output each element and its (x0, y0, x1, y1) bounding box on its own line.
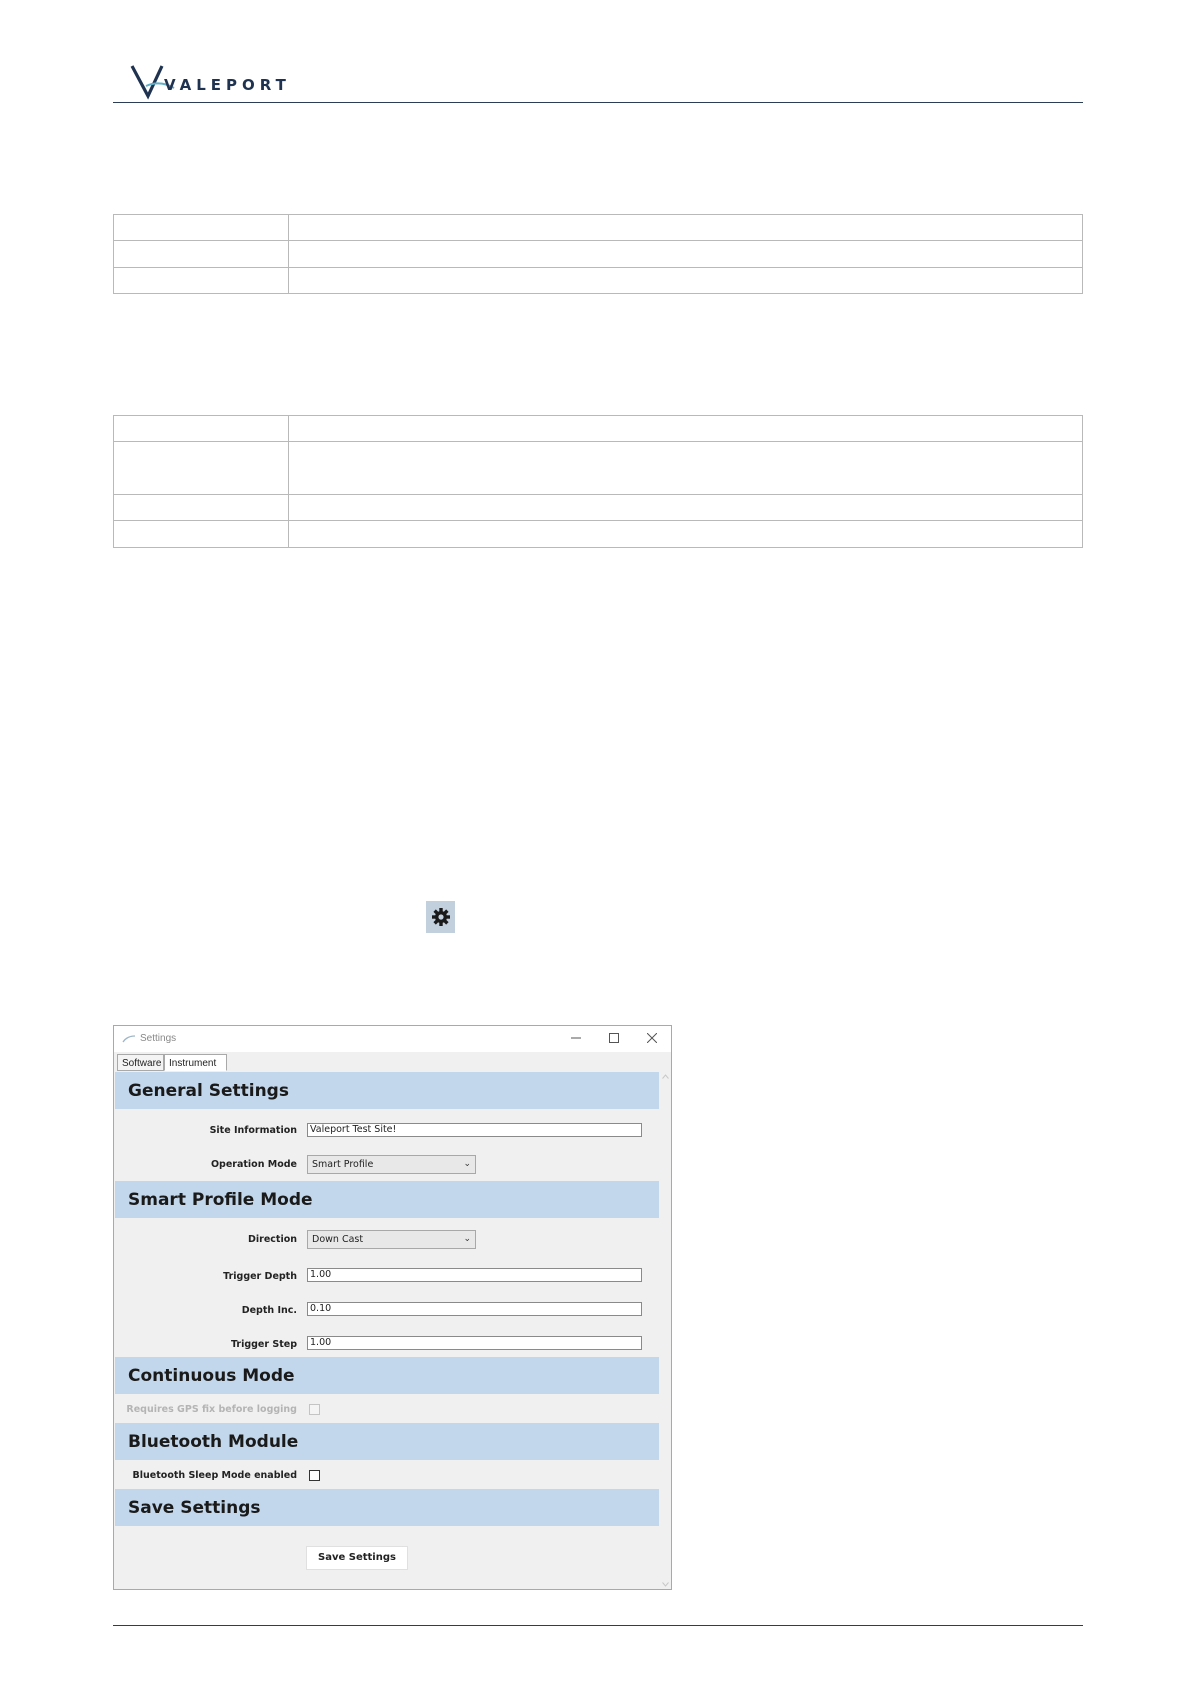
save-settings-button[interactable]: Save Settings (306, 1546, 408, 1570)
section-title: Bluetooth Module (128, 1432, 299, 1452)
site-information-input[interactable]: Valeport Test Site! (307, 1123, 642, 1137)
gps-fix-checkbox[interactable] (309, 1404, 320, 1415)
logo-text: VALEPORT (164, 76, 288, 94)
settings-window (113, 1025, 672, 1590)
table-2 (113, 415, 1083, 548)
operation-mode-select[interactable] (307, 1155, 476, 1174)
minimize-icon[interactable] (566, 1030, 586, 1046)
trigger-step-input[interactable]: 1.00 (307, 1336, 642, 1350)
section-save-settings (115, 1489, 659, 1526)
close-icon[interactable] (642, 1030, 662, 1046)
depth-inc-label: Depth Inc. (241, 1305, 297, 1316)
chevron-down-icon: ⌄ (463, 1234, 471, 1244)
direction-value: Down Cast (312, 1234, 364, 1245)
section-title: General Settings (128, 1081, 289, 1101)
tab-instrument[interactable]: Instrument (164, 1054, 227, 1071)
section-bluetooth-module (115, 1423, 659, 1460)
title-bar (114, 1026, 671, 1052)
gps-fix-label: Requires GPS fix before logging (126, 1404, 297, 1415)
table-1 (113, 214, 1083, 294)
trigger-depth-input[interactable]: 1.00 (307, 1268, 642, 1282)
trigger-depth-label: Trigger Depth (223, 1271, 297, 1282)
section-smart-profile (115, 1181, 659, 1218)
bluetooth-sleep-checkbox[interactable] (309, 1470, 320, 1481)
bluetooth-sleep-label: Bluetooth Sleep Mode enabled (132, 1470, 297, 1481)
gear-icon (426, 901, 455, 933)
section-general-settings (115, 1072, 659, 1109)
operation-mode-value: Smart Profile (312, 1159, 374, 1170)
chevron-down-icon: ⌄ (463, 1159, 471, 1169)
footer-rule (113, 1625, 1083, 1626)
header-rule (113, 102, 1083, 103)
operation-mode-label: Operation Mode (210, 1159, 297, 1170)
section-continuous-mode (115, 1357, 659, 1394)
depth-inc-input[interactable]: 0.10 (307, 1302, 642, 1316)
app-icon (122, 1034, 136, 1044)
tab-software[interactable]: Software (117, 1054, 164, 1071)
section-title: Save Settings (128, 1498, 261, 1518)
site-information-label: Site Information (209, 1125, 297, 1136)
valeport-logo (128, 60, 288, 104)
window-title: Settings (140, 1033, 177, 1044)
section-title: Continuous Mode (128, 1366, 295, 1386)
trigger-step-label: Trigger Step (230, 1339, 297, 1350)
direction-select[interactable] (307, 1230, 476, 1249)
section-title: Smart Profile Mode (128, 1190, 313, 1210)
direction-label: Direction (248, 1234, 297, 1245)
scrollbar[interactable] (661, 1072, 670, 1589)
maximize-icon[interactable] (604, 1030, 624, 1046)
